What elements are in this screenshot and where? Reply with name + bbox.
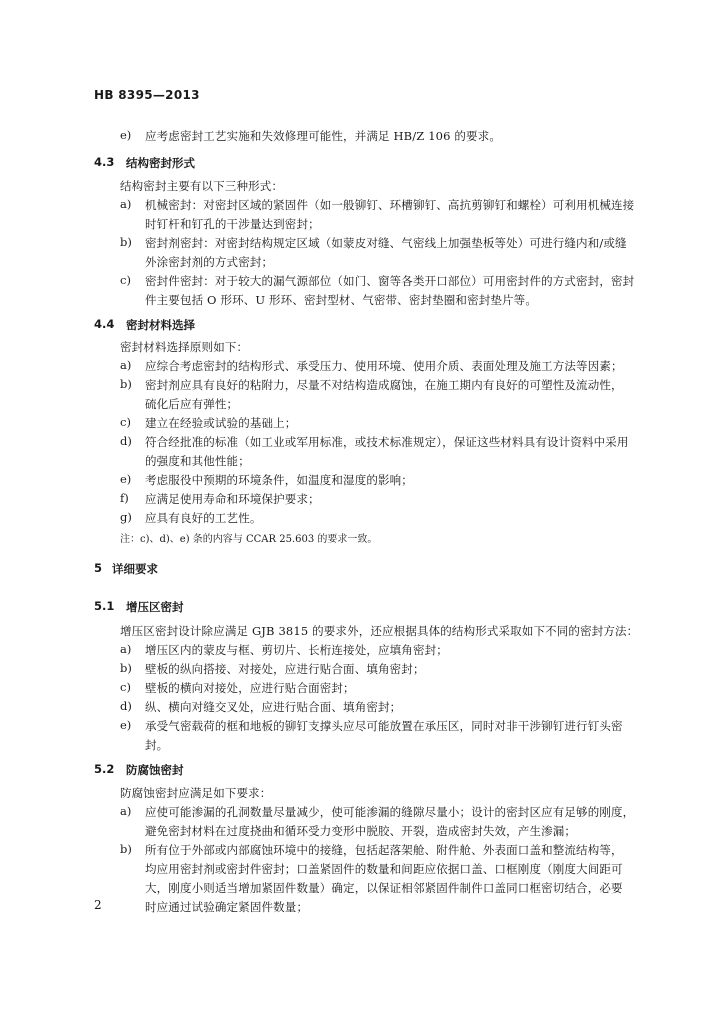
- item-text: 建立在经验或试验的基础上；: [145, 416, 297, 430]
- item-text: 壁板的纵向搭接、对接处，应进行贴合面、填角密封；: [145, 662, 425, 676]
- item-label: a): [120, 197, 132, 211]
- section-number: 4.3: [94, 155, 115, 169]
- item-label: c): [120, 680, 131, 694]
- item-label: g): [120, 510, 132, 524]
- item-text-continued: 时钉杆和钉孔的干涉量达到密封；: [145, 217, 320, 231]
- item-text: 密封剂应具有良好的粘附力，尽量不对结构造成腐蚀，在施工期内有良好的可塑性及流动性，: [145, 378, 623, 392]
- item-text-continued: 外涂密封剂的方式密封；: [145, 255, 274, 269]
- item-text: 应使可能渗漏的孔洞数量尽量减少，使可能渗漏的缝隙尽量小；设计的密封区应有足够的刚度，: [145, 805, 635, 819]
- item-text: 增压区内的蒙皮与框、剪切片、长桁连接处，应填角密封；: [145, 643, 448, 657]
- item-text: 所有位于外部或内部腐蚀环境中的接缝，包括起落架舱、附件舱、外表面口盖和整流结构等，: [145, 843, 623, 857]
- document-id-header: HB 8395—2013: [94, 88, 200, 102]
- section-title: 防腐蚀密封: [126, 763, 184, 777]
- item-text-continued: 封。: [145, 738, 169, 752]
- item-text-continued: 均应用密封剂或密封件密封；口盖紧固件的数量和间距应依据口盖、口框刚度（刚度大间距可: [145, 862, 623, 876]
- item-label: c): [120, 415, 131, 429]
- item-text: 纵、横向对缝交叉处，应进行贴合面、填角密封；: [145, 700, 402, 714]
- item-text-continued: 件主要包括 O 形环、U 形环、密封型材、气密带、密封垫圈和密封垫片等。: [145, 293, 537, 307]
- item-text: 考虑服役中预期的环境条件，如温度和湿度的影响；: [145, 473, 413, 487]
- item-text: 应具有良好的工艺性。: [145, 511, 262, 525]
- section-number: 5.1: [94, 599, 115, 613]
- item-label: d): [120, 434, 132, 448]
- item-text-continued: 大，刚度小则适当增加紧固件数量）确定，以保证相邻紧固件制件口盖同口框密切结合，必要: [145, 881, 623, 895]
- item-text: 应综合考虑密封的结构形式、承受压力、使用环境、使用介质、表面处理及施工方法等因素；: [145, 359, 623, 373]
- chapter-title: 详细要求: [112, 562, 158, 576]
- section-intro: 防腐蚀密封应满足如下要求：: [120, 786, 272, 800]
- item-label: e): [120, 472, 132, 486]
- item-label: b): [120, 377, 132, 391]
- item-text-continued: 避免密封材料在过度挠曲和循环受力变形中脱胶、开裂，造成密封失效，产生渗漏；: [145, 824, 577, 838]
- section-number: 5.2: [94, 762, 115, 776]
- section-intro: 密封材料选择原则如下：: [120, 340, 249, 354]
- section-number: 4.4: [94, 317, 115, 331]
- section-title: 密封材料选择: [126, 318, 195, 332]
- section-intro: 增压区密封设计除应满足 GJB 3815 的要求外，还应根据具体的结构形式采取如下不同的密封方法：: [120, 624, 639, 638]
- page-number: 2: [94, 898, 102, 912]
- section-intro: 结构密封主要有以下三种形式：: [120, 179, 284, 193]
- item-text: 符合经批准的标准（如工业或军用标准，或技术标准规定），保证这些材料具有设计资料中采用: [145, 435, 629, 449]
- item-label: e): [120, 128, 132, 142]
- item-label: e): [120, 718, 132, 732]
- item-label: a): [120, 804, 132, 818]
- section-title: 增压区密封: [126, 600, 184, 614]
- item-text: 密封件密封：对于较大的漏气源部位（如门、窗等各类开口部位）可用密封件的方式密封，密封: [145, 274, 635, 288]
- item-label: b): [120, 661, 132, 675]
- section-title: 结构密封形式: [126, 156, 195, 170]
- note-text: 注：c)、d)、e) 条的内容与 CCAR 25.603 的要求一致。: [120, 534, 378, 545]
- item-label: a): [120, 358, 132, 372]
- item-label: b): [120, 842, 132, 856]
- item-label: c): [120, 273, 131, 287]
- item-text: 应满足使用寿命和环境保护要求；: [145, 492, 320, 506]
- item-text: 壁板的横向对接处，应进行贴合面密封；: [145, 681, 355, 695]
- item-text-continued: 时应通过试验确定紧固件数量；: [145, 900, 309, 914]
- item-label: d): [120, 699, 132, 713]
- item-text: 机械密封：对密封区域的紧固件（如一般铆钉、环槽铆钉、高抗剪铆钉和螺栓）可利用机械连接: [145, 198, 635, 212]
- item-label: a): [120, 642, 132, 656]
- item-text: 承受气密载荷的框和地板的铆钉支撑头应尽可能放置在承压区，同时对非干涉铆钉进行钉头密: [145, 719, 623, 733]
- chapter-number: 5: [94, 561, 103, 575]
- item-text-continued: 硫化后应有弹性；: [145, 397, 239, 411]
- item-text: 密封剂密封：对密封结构规定区域（如蒙皮对缝、气密线上加强垫板等处）可进行缝内和/或缝: [145, 236, 627, 250]
- item-label: b): [120, 235, 132, 249]
- item-text: 应考虑密封工艺实施和失效修理可能性，并满足 HB/Z 106 的要求。: [145, 129, 502, 143]
- item-label: f): [120, 491, 129, 505]
- item-text-continued: 的强度和其他性能；: [145, 454, 250, 468]
